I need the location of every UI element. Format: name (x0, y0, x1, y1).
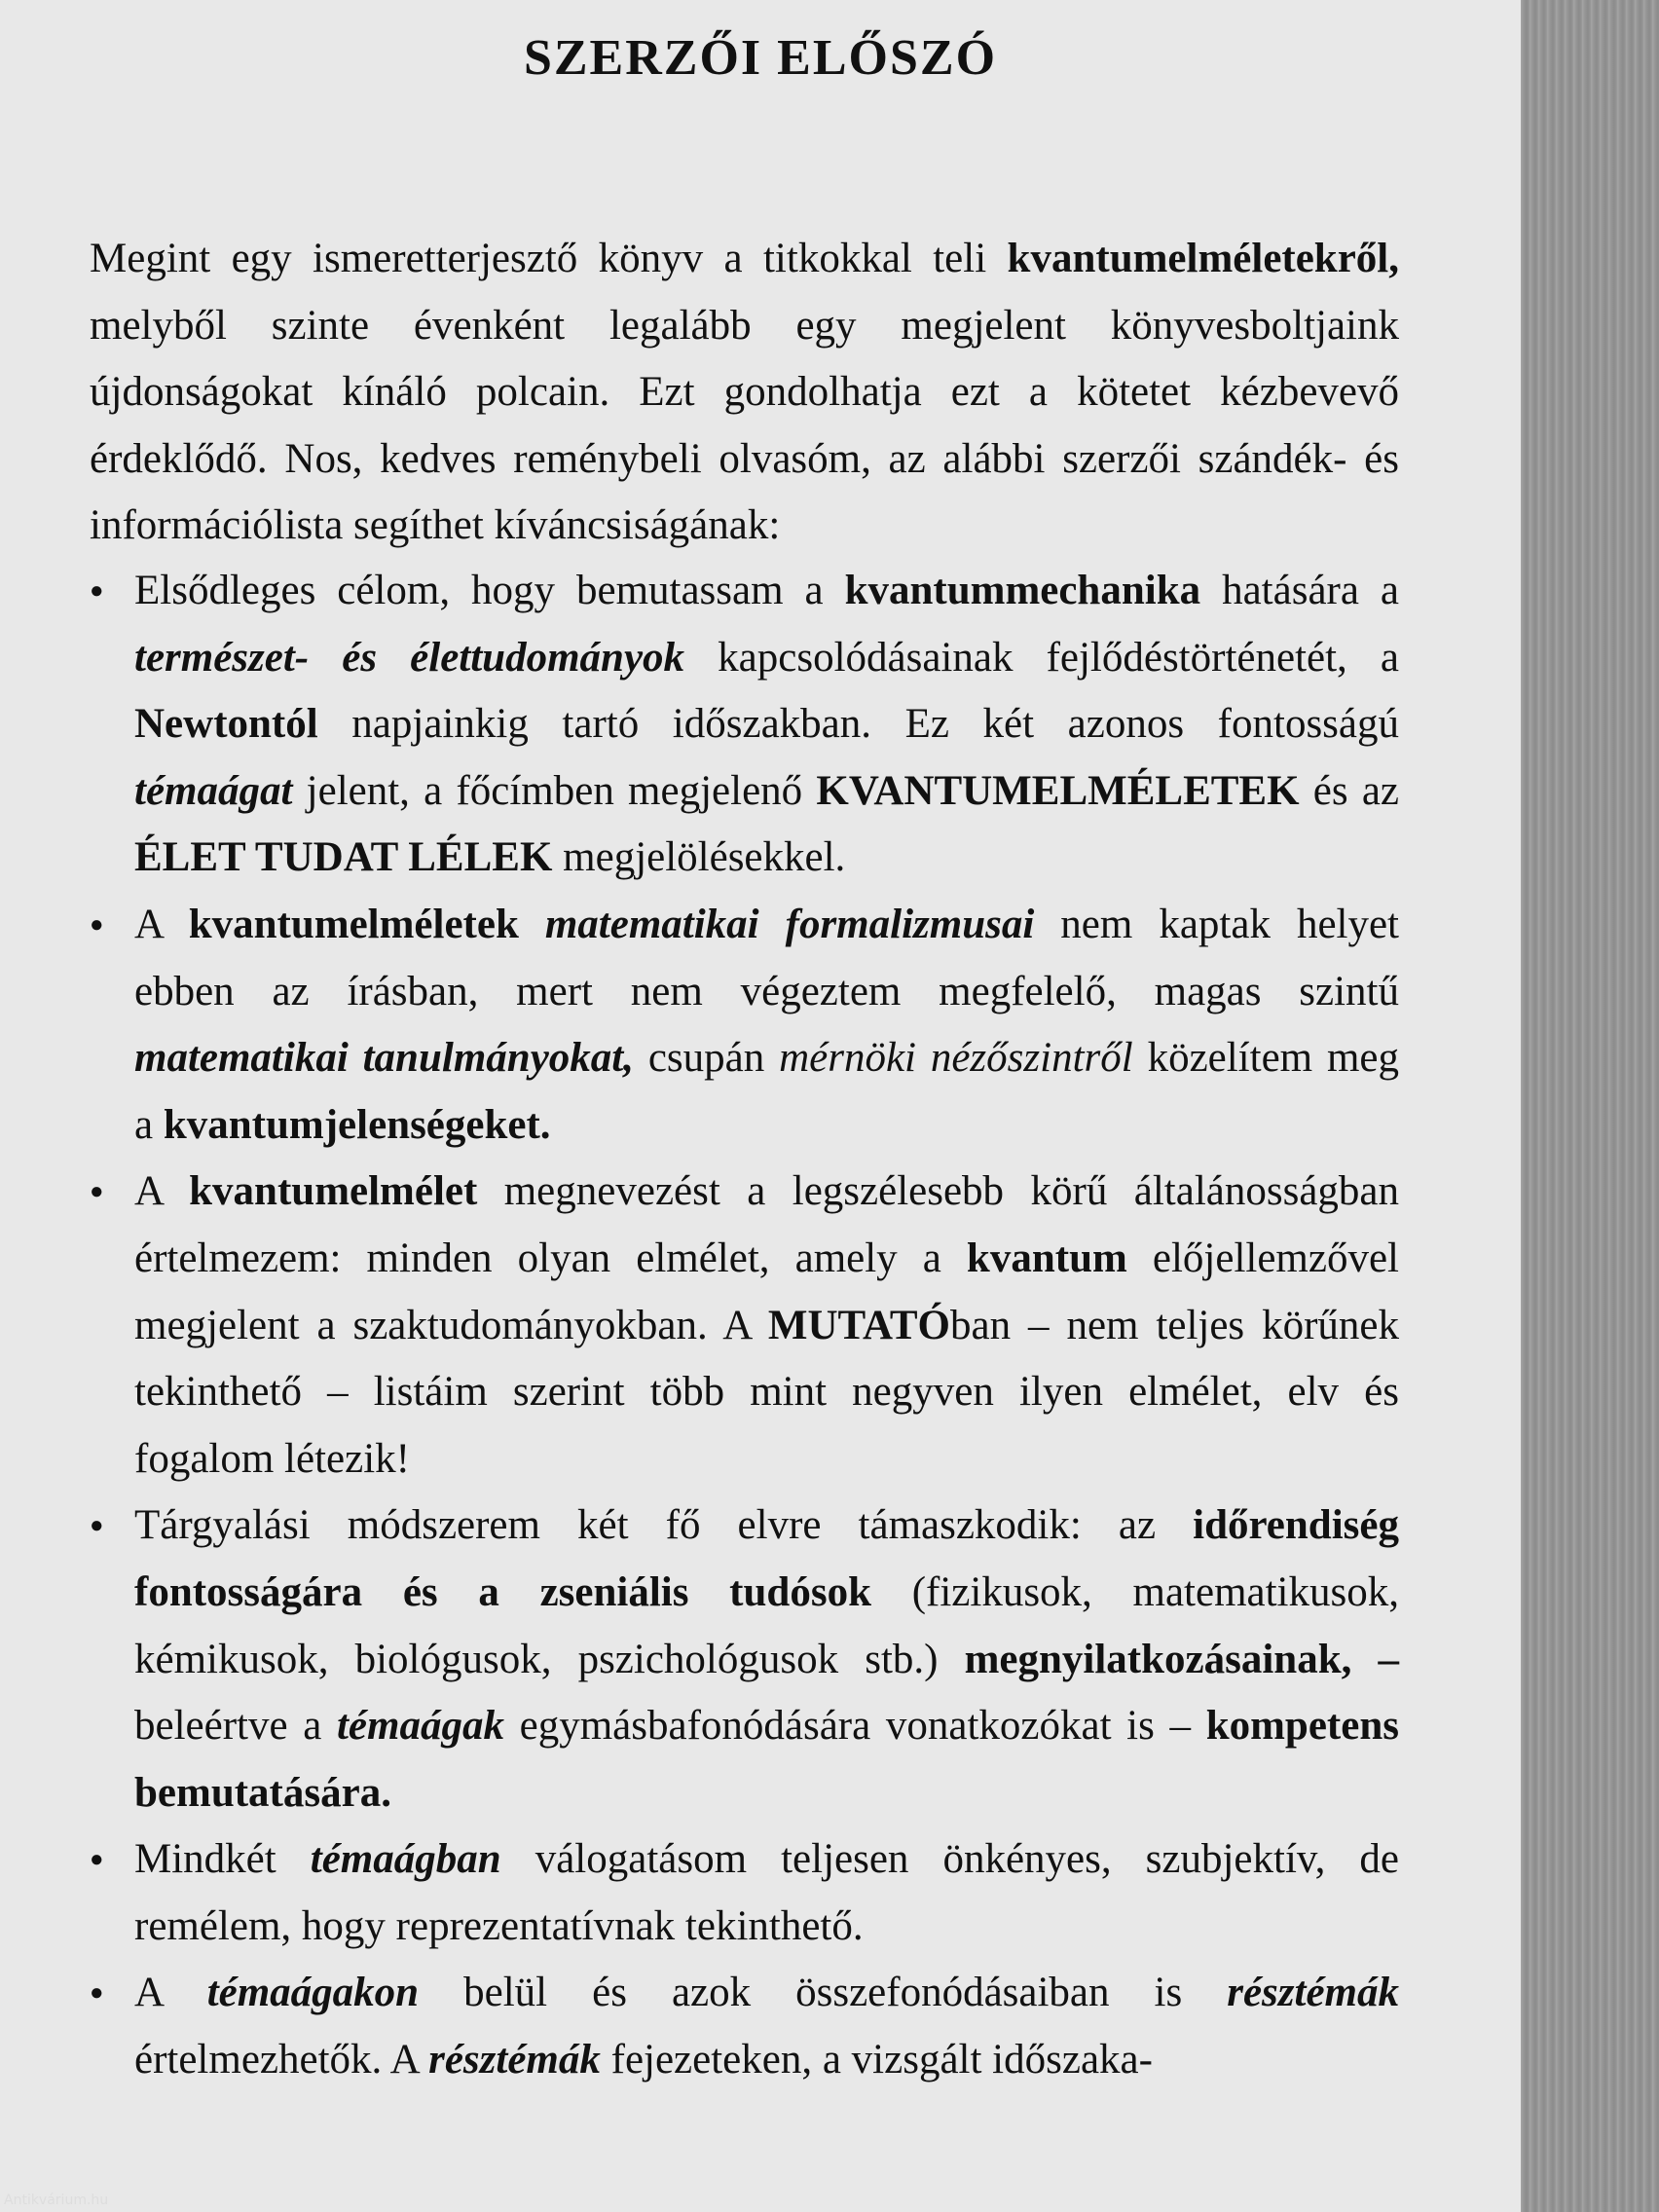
text-run: ban – nem teljes körűnek tekinthető – listáim szerint több mint negyven ilyen elmélet, elv és fogalom létezik! (134, 1302, 1399, 1482)
italic-run: mérnöki nézőszintről (779, 1035, 1133, 1082)
text-run: Elsődleges célom, hogy bemutassam a (134, 568, 845, 613)
text-run: belül és azok összefonódásaiban is (419, 1970, 1228, 2016)
watermark: Antikvárium.hu (4, 2193, 109, 2208)
bold-italic-run: természet- és élettudományok (134, 634, 685, 681)
bold-italic-run: résztémák (428, 2037, 601, 2083)
bold-italic-run: témaágat (134, 767, 293, 814)
text-run: megnevezést a legszélesebb körű általánosságban értelmezem: minden olyan elmélet, amely a (134, 1168, 1399, 1281)
text-run: A (134, 1970, 207, 2016)
text-run: A (134, 1168, 190, 1215)
bold-run: KVANTUMELMÉLETEK (816, 767, 1300, 814)
bold-run: MUTATÓ (767, 1302, 950, 1348)
text-run: fejezeteken, a vizsgált időszaka- (600, 2037, 1153, 2083)
page-title: SZERZŐI ELŐSZÓ (523, 30, 998, 86)
bold-run: kvantumjelenségeket. (163, 1101, 551, 1148)
text-run: értelmezhetők. A (134, 2037, 429, 2083)
intro-paragraph (90, 226, 1399, 560)
bold-italic-run: matematikai formalizmusai (544, 901, 1035, 947)
intro-text: melyből szinte évenként legalább egy megjelent könyvesboltjaink újdonságokat kínáló polcain. Ezt gondolhatja ezt a kötetet kézbevevő érdeklődő. Nos, kedves reménybeli olvasóm, az alábbi szerzői szándék- és információlista segíthet kíváncsiságának: (90, 302, 1399, 549)
bold-run: kvantumelméletek (188, 901, 519, 947)
bold-italic-run: témaágak (336, 1703, 504, 1750)
text-run: kapcsolódásainak fejlődéstörténetét, a (684, 634, 1399, 681)
text-run: megjelölésekkel. (552, 834, 846, 881)
text-run: A (134, 901, 189, 947)
bold-italic-run: témaágban (310, 1836, 501, 1883)
intro-bold: kvantumelméletekről, (1007, 236, 1399, 281)
bold-run: kompetens bemutatására. (134, 1703, 1399, 1816)
intro-text: Megint egy ismeretterjesztő könyv a titkokkal teli (90, 236, 1008, 281)
bullet-item (90, 558, 1399, 892)
text-run: Mindkét (134, 1836, 311, 1883)
bullet-item (90, 1826, 1399, 1960)
text-run: közelítem meg a (134, 1035, 1399, 1148)
bold-italic-run: résztémák (1227, 1970, 1400, 2016)
text-run: egymásbafonódására vonatkozókat is – (503, 1703, 1206, 1750)
text-run: beleértve a (134, 1703, 337, 1750)
bold-run: kvantum (966, 1235, 1127, 1281)
bullet-item (90, 1159, 1399, 1493)
text-run: hatására a (1200, 568, 1399, 613)
bold-run: Newtontól (134, 701, 318, 748)
bold-run: megnyilatkozásainak, – (964, 1636, 1400, 1682)
book-page-edge (1521, 0, 1659, 2212)
text-run (519, 902, 545, 947)
text-run: (fizikusok, matematikusok, kémikusok, biológusok, pszichológusok stb.) (134, 1568, 1399, 1682)
text-run: napjainkig tartó időszakban. Ez két azonos fontosságú (317, 701, 1399, 748)
bold-italic-run: témaágakon (206, 1970, 420, 2016)
bullet-list (90, 558, 1399, 2094)
bullet-item (90, 1960, 1399, 2093)
text-run: előjellemzővel megjelent a szaktudományokban. A (134, 1235, 1400, 1348)
bullet-item (90, 1493, 1399, 1826)
bold-run: kvantumelmélet (189, 1168, 478, 1215)
text-run: nem kaptak helyet ebben az írásban, mert nem végeztem megfelelő, magas szintű (134, 901, 1400, 1014)
bold-run: időrendiség fontosságára és a zseniális tudósok (134, 1502, 1399, 1615)
text-run: Tárgyalási módszerem két fő elvre támaszkodik: az (134, 1502, 1194, 1549)
bullet-item (90, 892, 1399, 1159)
text-run: válogatásom teljesen önkényes, szubjektív, de remélem, hogy reprezentatívnak tekinthető. (134, 1836, 1399, 1949)
text-run: csupán (633, 1035, 780, 1082)
text-run: és az (1299, 767, 1399, 814)
bold-run: kvantummechanika (844, 568, 1201, 613)
bold-run: ÉLET TUDAT LÉLEK (134, 834, 553, 881)
text-run: jelent, a főcímben megjelenő (292, 767, 817, 814)
bold-italic-run: matematikai tanulmányokat, (134, 1035, 634, 1082)
